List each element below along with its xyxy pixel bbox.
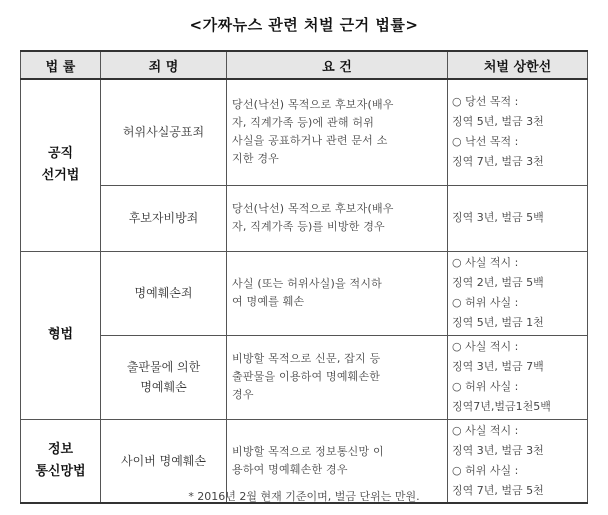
req-line: 사실을 공표하거나 관련 문서 소 bbox=[232, 134, 388, 148]
crime-cell bbox=[101, 251, 227, 335]
req-line: 사실 (또는 허위사실)을 적시하 bbox=[232, 277, 382, 290]
penalty-table bbox=[20, 50, 588, 504]
crime-line: 사이버 명예훼손 bbox=[121, 453, 206, 468]
req-line: 용하여 명예훼손한 경우 bbox=[232, 462, 348, 476]
header-penalty: 처벌 상한선 bbox=[448, 51, 588, 79]
pen-line: 징역 2년, 벌금 5백 bbox=[452, 276, 544, 289]
footnote: * 2016년 2월 현재 기준이며, 벌금 단위는 만원. bbox=[188, 490, 420, 503]
law-line: 통신망법 bbox=[35, 463, 86, 479]
req-line: 경우 bbox=[232, 388, 254, 401]
law-line: 정보 bbox=[47, 441, 74, 457]
crime-line: 허위사실공표죄 bbox=[122, 125, 205, 140]
pen-line: ○ 허위 사실 : bbox=[452, 463, 519, 477]
crime-cell bbox=[101, 185, 227, 251]
req-line: 여 명예를 훼손 bbox=[232, 295, 305, 308]
pen-line: ○ 사실 적시 : bbox=[452, 423, 519, 437]
pen-line: ○ 허위 사실 : bbox=[452, 380, 519, 393]
crime-line: 명예훼손 bbox=[140, 380, 187, 394]
pen-line: 징역 3년, 벌금 5백 bbox=[452, 211, 544, 224]
pen-line: 징역 7년, 벌금 5천 bbox=[452, 483, 544, 497]
table-row bbox=[21, 185, 588, 251]
requirement-cell bbox=[227, 185, 448, 251]
header-requirement: 요 건 bbox=[227, 51, 448, 79]
requirement-cell bbox=[227, 335, 448, 419]
req-line: 출판물을 이용하여 명예훼손한 bbox=[232, 370, 381, 383]
penalty-cell bbox=[448, 185, 588, 251]
law-cell bbox=[21, 251, 101, 419]
table-row bbox=[21, 335, 588, 419]
req-line: 당선(낙선) 목적으로 후보자(배우 bbox=[232, 202, 394, 215]
pen-line: ○ 사실 적시 : bbox=[452, 256, 519, 269]
header-crime: 죄 명 bbox=[101, 51, 227, 79]
pen-line: 징역 7년, 벌금 3천 bbox=[452, 155, 544, 169]
crime-line: 출판물에 의한 bbox=[126, 360, 201, 374]
pen-line: 징역 3년, 벌금 3천 bbox=[452, 443, 544, 457]
crime-line: 명예훼손죄 bbox=[134, 286, 193, 300]
req-line: 자, 직계가족 등)에 관해 허위 bbox=[232, 116, 375, 130]
req-line: 비방할 목적으로 정보통신망 이 bbox=[232, 444, 384, 458]
crime-cell bbox=[101, 335, 227, 419]
law-line: 형법 bbox=[47, 327, 74, 342]
penalty-cell bbox=[448, 79, 588, 185]
crime-line: 후보자비방죄 bbox=[128, 211, 199, 225]
pen-line: 징역 5년, 벌금 3천 bbox=[452, 115, 544, 129]
crime-cell bbox=[101, 79, 227, 185]
pen-line: ○ 당선 목적 : bbox=[452, 95, 519, 109]
req-line: 지한 경우 bbox=[232, 152, 280, 166]
req-line: 비방할 목적으로 신문, 잡지 등 bbox=[232, 352, 381, 365]
law-line: 공직 bbox=[47, 146, 74, 162]
pen-line: 징역7년,벌금1천5백 bbox=[452, 400, 551, 413]
penalty-cell bbox=[448, 335, 588, 419]
header-law: 법 률 bbox=[21, 51, 101, 79]
table-row bbox=[21, 79, 588, 185]
req-line: 당선(낙선) 목적으로 후보자(배우 bbox=[232, 98, 394, 112]
pen-line: ○ 낙선 목적 : bbox=[452, 135, 519, 149]
page-title: <가짜뉴스 관련 처벌 근거 법률> bbox=[189, 16, 419, 34]
pen-line: ○ 허위 사실 : bbox=[452, 296, 519, 309]
table-row bbox=[21, 251, 588, 335]
requirement-cell bbox=[227, 251, 448, 335]
pen-line: 징역 3년, 벌금 7백 bbox=[452, 360, 544, 373]
header-row bbox=[21, 51, 588, 79]
law-cell bbox=[21, 79, 101, 251]
pen-line: 징역 5년, 벌금 1천 bbox=[452, 316, 544, 329]
req-line: 자, 직계가족 등)를 비방한 경우 bbox=[232, 220, 385, 233]
requirement-cell bbox=[227, 79, 448, 185]
pen-line: ○ 사실 적시 : bbox=[452, 340, 519, 353]
penalty-cell bbox=[448, 251, 588, 335]
law-line: 선거법 bbox=[41, 168, 80, 184]
